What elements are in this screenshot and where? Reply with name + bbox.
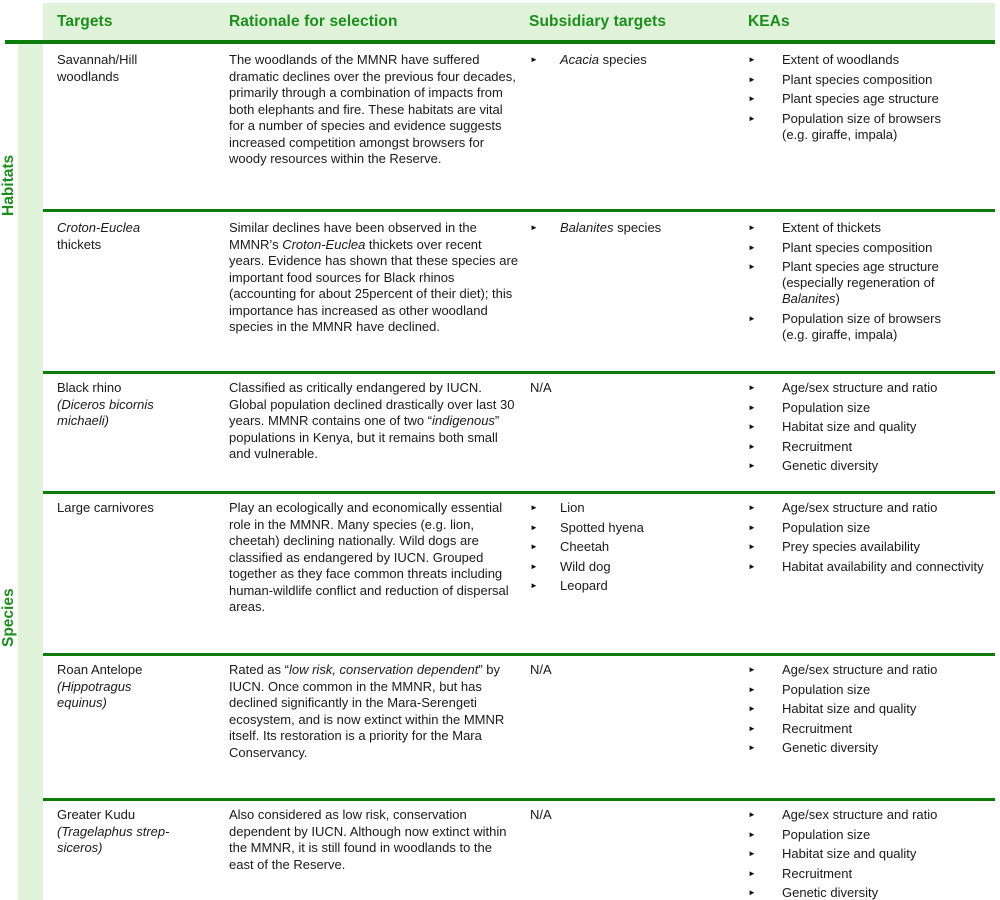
- rationale-cell: Similar declines have been observed in the MMNR’s Croton-Euclea thickets over recent years. Evidence has shown that these species are important food sources for Black rhinos (accounting for about 25percent of their diet); this importance has increased as other woodland species in the MMNR have declined.: [229, 220, 519, 334]
- bullet-item: [748, 520, 993, 536]
- bullet-item: [748, 400, 993, 416]
- bullet-item-label: Age/sex structure and ratio: [782, 380, 938, 395]
- bullet-item-label: Plant species age structure (especially regeneration of Balanites): [782, 259, 939, 306]
- bullet-item-label: Population size: [782, 519, 871, 535]
- keas-cell: [725, 500, 995, 654]
- table-header-row: [43, 3, 995, 41]
- bullet-triangle-icon: ►: [748, 868, 756, 878]
- bullet-item: [748, 539, 993, 555]
- bullet-triangle-icon: ►: [748, 849, 756, 858]
- bullet-item: [748, 419, 993, 435]
- bullet-item: [748, 311, 993, 343]
- bullet-item-label: Population size of browsers (e.g. giraffe, impala): [782, 110, 941, 142]
- bullet-item-label: Population size of browsers (e.g. giraffe, impala): [782, 310, 941, 342]
- bullet-item: [748, 846, 993, 862]
- bullet-item: [530, 520, 721, 536]
- bullet-triangle-icon: ►: [748, 74, 756, 84]
- bullet-item-label: Age/sex structure and ratio: [782, 807, 938, 822]
- bullet-item: [530, 539, 721, 555]
- bullet-item-label: Habitat availability and connectivity: [782, 558, 984, 574]
- bullet-triangle-icon: ►: [748, 441, 756, 451]
- bullet-triangle-icon: ►: [748, 561, 756, 571]
- bullet-triangle-icon: ►: [748, 94, 756, 103]
- col-header-targets: Targets: [57, 13, 113, 30]
- bullet-triangle-icon: ►: [530, 522, 538, 532]
- keas-cell: [725, 662, 995, 799]
- bullet-item-label: Age/sex structure and ratio: [782, 500, 938, 515]
- bullet-item-label: Extent of woodlands: [782, 52, 900, 67]
- sidebar-strip: [18, 44, 43, 900]
- bullet-item-label: Recruitment: [782, 720, 853, 736]
- keas-cell: [725, 52, 995, 212]
- bullet-triangle-icon: ►: [530, 503, 538, 512]
- bullet-item-label: Plant species composition: [782, 239, 933, 255]
- bullet-triangle-icon: ►: [748, 503, 756, 512]
- bullet-triangle-icon: ►: [530, 542, 538, 551]
- section-label-species: Species: [0, 588, 17, 648]
- keas-cell: [725, 220, 995, 372]
- bullet-item-label: Wild dog: [560, 558, 611, 574]
- keas-cell: [725, 807, 995, 900]
- bullet-item: [748, 380, 993, 396]
- bullet-item: [530, 220, 721, 236]
- bullet-item-label: Population size: [782, 826, 871, 842]
- subsidiary-targets-cell: N/A: [530, 807, 552, 822]
- bullet-item: [748, 458, 993, 474]
- target-cell: Large carnivores: [57, 500, 154, 515]
- subsidiary-targets-cell: [525, 52, 725, 212]
- bullet-item-label: Cheetah: [560, 539, 610, 554]
- col-header-subsidiary-targets: Subsidiary targets: [529, 13, 667, 30]
- bullet-triangle-icon: ►: [748, 888, 756, 897]
- bullet-item: [748, 91, 993, 107]
- row-savannah-hill-woodlands: [43, 44, 995, 212]
- bullet-triangle-icon: ►: [748, 743, 756, 752]
- bullet-item: [748, 807, 993, 823]
- bullet-item-label: Plant species age structure: [782, 91, 939, 106]
- bullet-triangle-icon: ►: [530, 223, 538, 232]
- bullet-item: [748, 500, 993, 516]
- bullet-item: [530, 52, 721, 68]
- bullet-triangle-icon: ►: [748, 829, 756, 839]
- row-black-rhino: [43, 372, 995, 492]
- bullet-item-label: Genetic diversity: [782, 885, 879, 900]
- bullet-item: [748, 866, 993, 882]
- section-label-habitats: Habitats: [0, 154, 17, 216]
- bullet-item: [748, 220, 993, 236]
- row-large-carnivores: [43, 492, 995, 654]
- row-greater-kudu: [43, 799, 995, 900]
- bullet-item-label: Recruitment: [782, 438, 853, 454]
- subsidiary-targets-cell: N/A: [530, 662, 552, 677]
- bullet-item: [748, 721, 993, 737]
- subsidiary-targets-cell: N/A: [530, 380, 552, 395]
- bullet-triangle-icon: ►: [530, 55, 538, 64]
- bullet-triangle-icon: ►: [530, 581, 538, 590]
- bullet-item: [748, 827, 993, 843]
- bullet-item-label: Leopard: [560, 578, 608, 593]
- bullet-triangle-icon: ►: [748, 113, 756, 123]
- bullet-item: [530, 578, 721, 594]
- keas-cell: [725, 380, 995, 492]
- bullet-triangle-icon: ►: [748, 422, 756, 431]
- bullet-item: [748, 240, 993, 256]
- bullet-item-label: Genetic diversity: [782, 740, 879, 755]
- bullet-item-label: Age/sex structure and ratio: [782, 662, 938, 677]
- bullet-item: [748, 52, 993, 68]
- row-roan-antelope: [43, 654, 995, 799]
- subsidiary-targets-cell: [525, 500, 725, 654]
- rationale-cell: Also considered as low risk, conservation dependent by IUCN. Although now extinct within the MMNR, it is still found in woodlands to the east of the Reserve.: [229, 807, 507, 872]
- col-header-rationale: Rationale for selection: [229, 13, 398, 30]
- rationale-cell: Play an ecologically and economically essential role in the MMNR. Many species (e.g. lion, cheetah) declining nationally. Wild dogs are classified as endangered by IUCN. Grouped together as they face common threats including human-wildlife conflict and reduction of dispersal areas.: [229, 500, 509, 614]
- bullet-item: [748, 72, 993, 88]
- bullet-item-label: Population size: [782, 681, 871, 697]
- bullet-item: [748, 439, 993, 455]
- bullet-triangle-icon: ►: [748, 723, 756, 733]
- bullet-triangle-icon: ►: [748, 223, 756, 232]
- bullet-item-label: Balanites species: [560, 220, 662, 235]
- bullet-triangle-icon: ►: [748, 810, 756, 819]
- bullet-item-label: Genetic diversity: [782, 458, 879, 473]
- rationale-cell: The woodlands of the MMNR have suffered dramatic declines over the previous four decades, primarily through a combination of impacts from both elephants and fire. These habitats are vital for a number of species and evidence suggests increased competition amongst browsers for woody resources within the Reserve.: [229, 52, 516, 166]
- bullet-item: [748, 885, 993, 900]
- bullet-item-label: Habitat size and quality: [782, 846, 917, 861]
- bullet-triangle-icon: ►: [748, 461, 756, 470]
- bullet-item-label: Recruitment: [782, 865, 853, 881]
- bullet-item: [748, 740, 993, 756]
- bullet-item-label: Spotted hyena: [560, 519, 644, 535]
- table-body: [43, 44, 995, 900]
- bullet-item: [748, 662, 993, 678]
- target-cell: Greater Kudu (Tragelaphus strep- siceros): [57, 807, 170, 855]
- bullet-item: [748, 559, 993, 575]
- target-cell: Croton-Euclea thickets: [57, 220, 141, 252]
- bullet-item-label: Extent of thickets: [782, 220, 881, 235]
- bullet-triangle-icon: ►: [748, 522, 756, 532]
- target-cell: Roan Antelope (Hippotragus equinus): [57, 662, 143, 710]
- row-croton-euclea-thickets: [43, 212, 995, 372]
- bullet-item-label: Habitat size and quality: [782, 701, 917, 716]
- bullet-item: [748, 111, 993, 143]
- bullet-item-label: Plant species composition: [782, 71, 933, 87]
- bullet-triangle-icon: ►: [748, 242, 756, 252]
- bullet-item-label: Population size: [782, 399, 871, 415]
- bullet-item-label: Acacia species: [560, 52, 647, 67]
- bullet-item-label: Prey species availability: [782, 539, 921, 554]
- rationale-cell: Rated as “low risk, conservation dependent” by IUCN. Once common in the MMNR, but has declined significantly in the Mara-Serengeti ecosystem, and is now extinct within the MMNR itself. Its restoration is a priority for the Mara Conservancy.: [229, 662, 505, 760]
- bullet-triangle-icon: ►: [748, 313, 756, 323]
- bullet-triangle-icon: ►: [748, 402, 756, 412]
- bullet-triangle-icon: ►: [748, 542, 756, 551]
- bullet-item: [748, 701, 993, 717]
- rationale-cell: Classified as critically endangered by IUCN. Global population declined drastically over last 30 years. MMNR contains one of two “indigenous” populations in Kenya, but it remains both small and vulnerable.: [229, 380, 515, 461]
- bullet-item: [748, 259, 993, 307]
- subsidiary-targets-cell: [525, 220, 725, 372]
- target-cell: Savannah/Hill woodlands: [57, 52, 138, 84]
- bullet-triangle-icon: ►: [748, 262, 756, 271]
- col-header-keas: KEAs: [748, 13, 790, 30]
- bullet-triangle-icon: ►: [748, 684, 756, 694]
- bullet-item: [748, 682, 993, 698]
- bullet-item-label: Habitat size and quality: [782, 419, 917, 434]
- bullet-item-label: Lion: [560, 500, 585, 515]
- bullet-item: [530, 559, 721, 575]
- target-cell: Black rhino (Diceros bicornis michaeli): [57, 380, 154, 428]
- bullet-triangle-icon: ►: [748, 665, 756, 674]
- bullet-triangle-icon: ►: [748, 704, 756, 713]
- bullet-triangle-icon: ►: [748, 383, 756, 392]
- bullet-triangle-icon: ►: [530, 561, 538, 571]
- bullet-item: [530, 500, 721, 516]
- bullet-triangle-icon: ►: [748, 55, 756, 64]
